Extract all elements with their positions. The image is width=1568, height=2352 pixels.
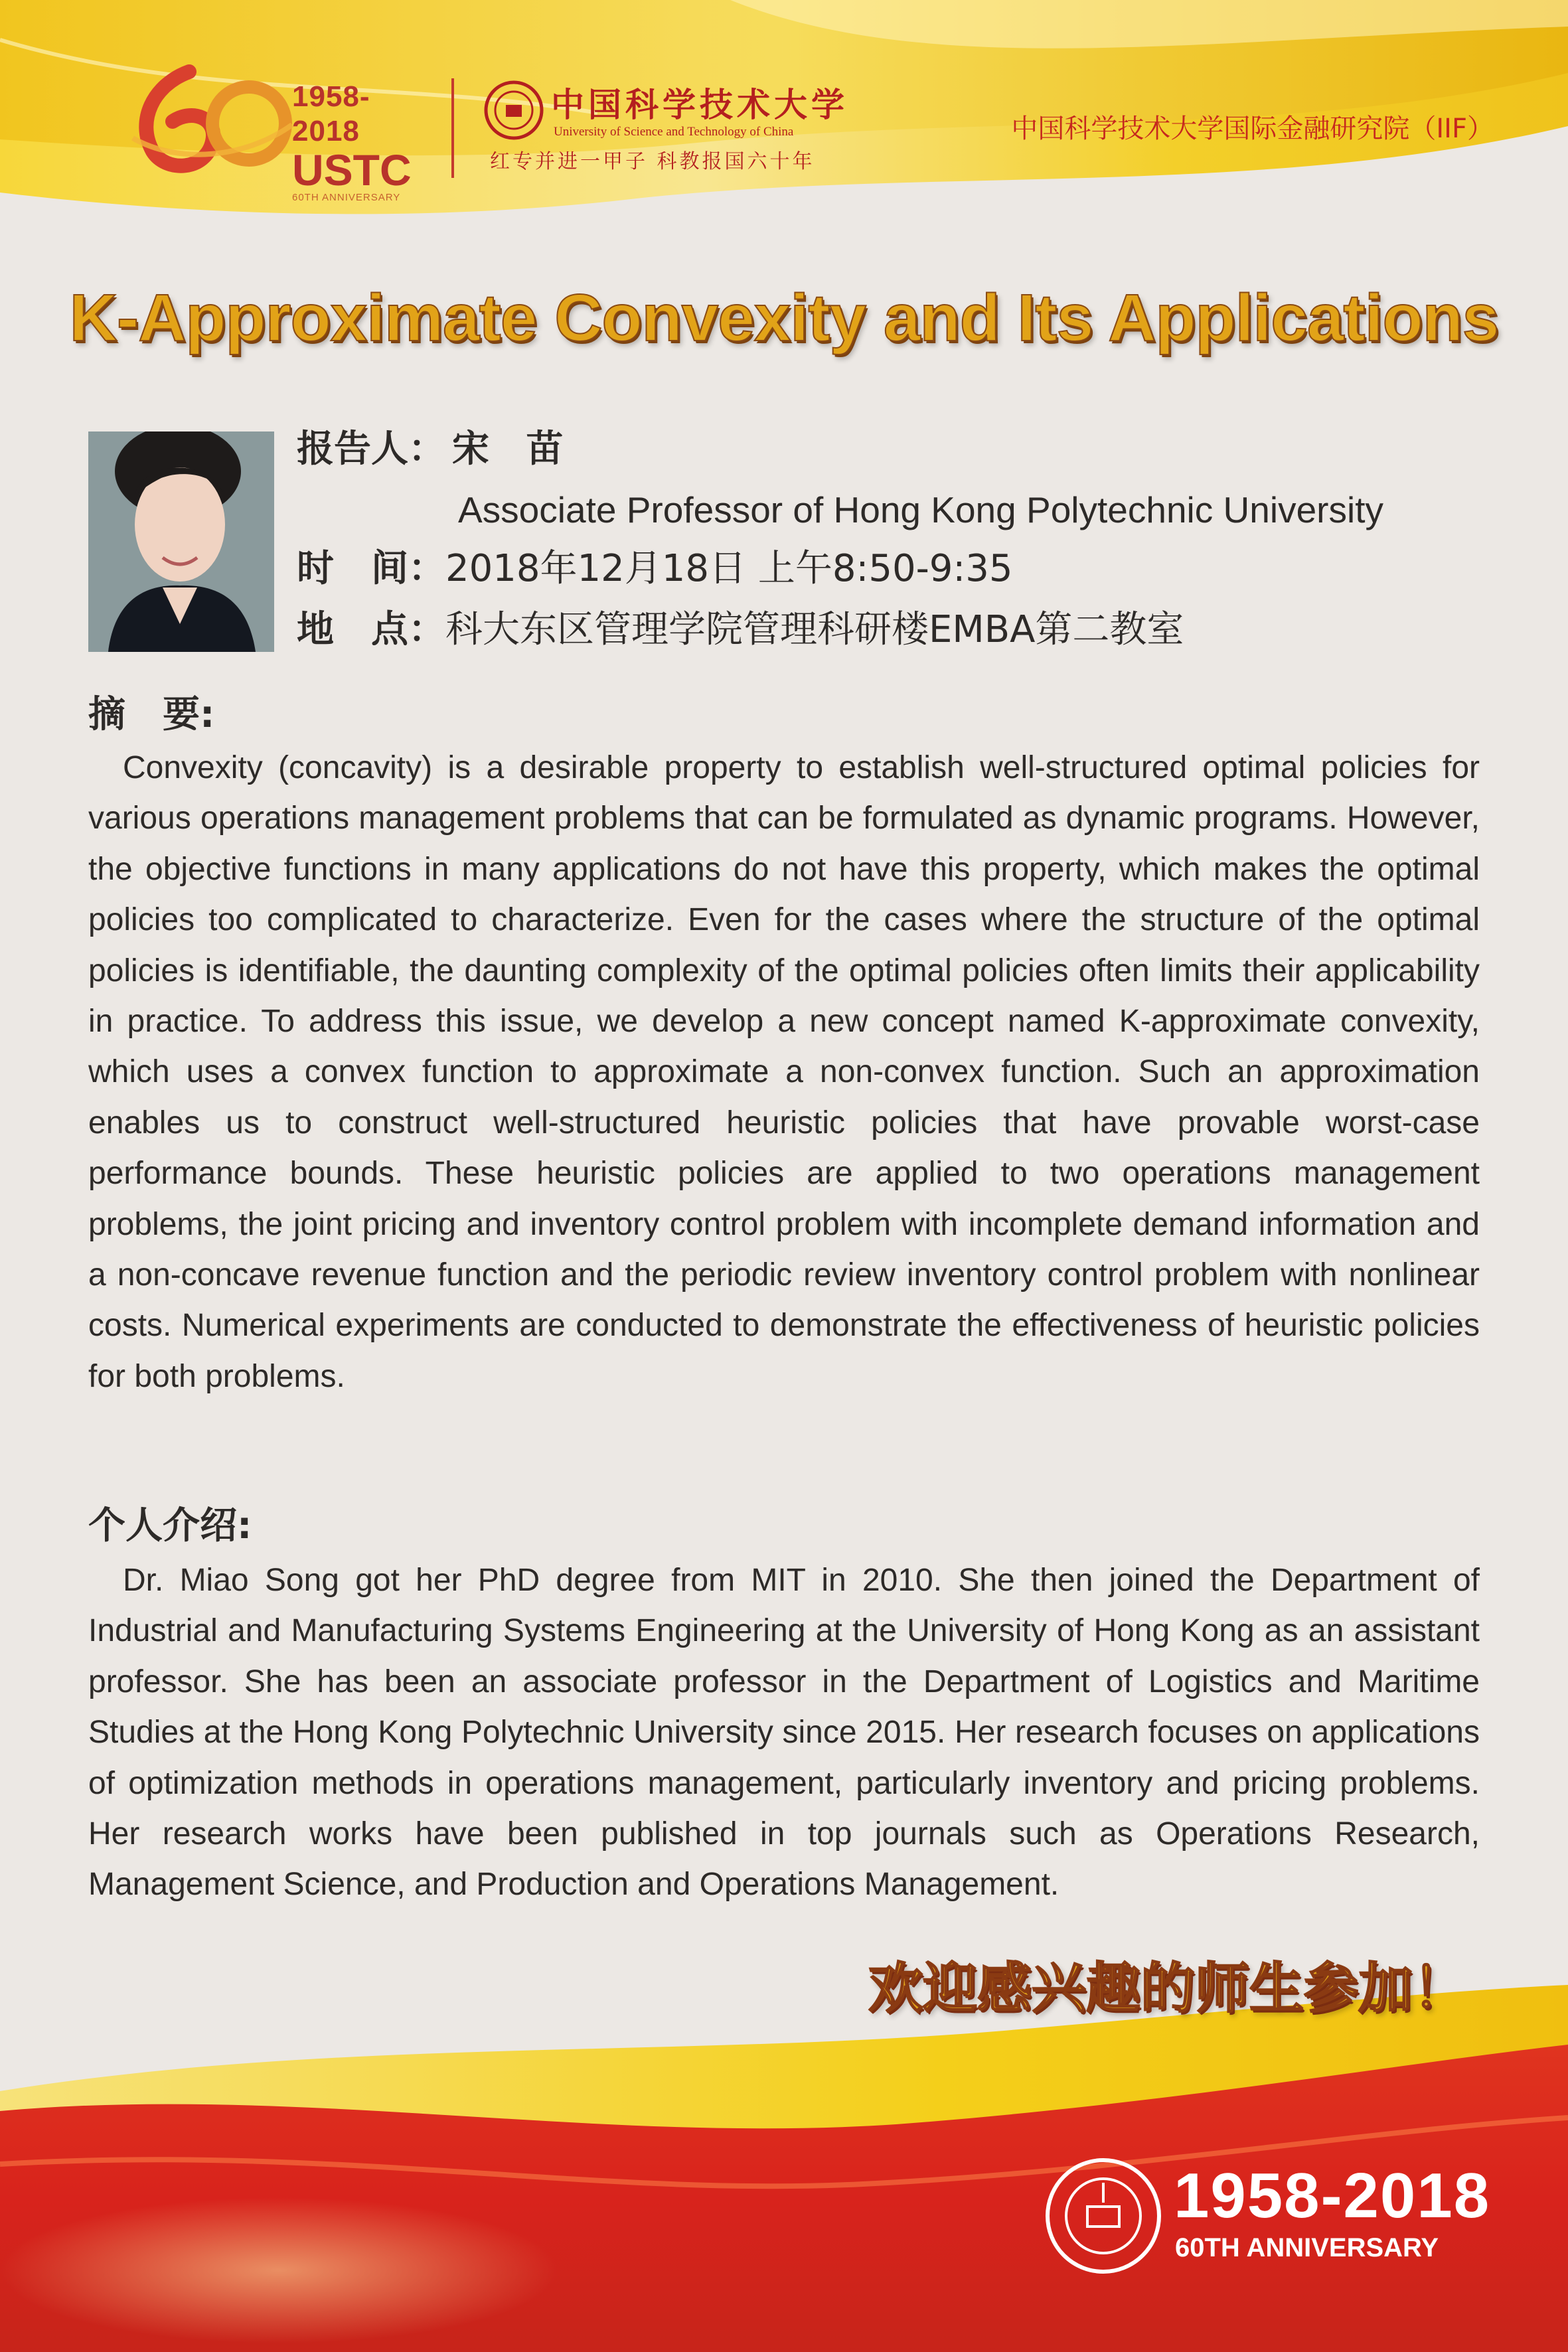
place-value: 科大东区管理学院管理科研楼EMBA第二教室	[445, 608, 1184, 651]
university-name-cn: 中国科学技术大学	[551, 85, 848, 124]
speaker-label: 报告人：	[297, 428, 445, 471]
place-label: 地 点：	[297, 608, 445, 651]
university-motto: 红专并进一甲子 科教报国六十年	[490, 150, 815, 173]
anniversary-subtitle: 60TH ANNIVERSARY	[292, 192, 401, 203]
place-row	[297, 607, 1184, 653]
talk-title: K-Approximate Convexity and Its Applications	[69, 281, 1499, 355]
footer-years: 1958-2018	[1174, 2160, 1491, 2231]
footer-anniversary: 60TH ANNIVERSARY	[1175, 2233, 1439, 2262]
time-label: 时 间：	[297, 547, 445, 590]
anniversary-block	[292, 80, 431, 204]
header	[0, 0, 1568, 203]
anniversary-name: USTC	[292, 145, 412, 195]
bio-heading: 个人介绍:	[88, 1504, 252, 1547]
bio-text: Dr. Miao Song got her PhD degree from MIT in 2010. She then joined the Department of Industrial and Manufacturing Systems Engineering at the University of Hong Kong as an assistant professor. She has been an associate professor in the Department of Logistics and Maritime Studies at the Hong Kong Polytechnic University since 2015. Her research focuses on applications of optimization methods in operations management, particularly inventory and pricing problems. Her research works have been published in top journals such as Operations Research, Management Science, and Production and Operations Management.	[88, 1563, 1480, 1903]
anniversary-years: 1958-2018	[292, 80, 370, 147]
university-seal-icon	[483, 80, 544, 141]
welcome-message: 欢迎感兴趣的师生参加！	[868, 1957, 1467, 2020]
speaker-name: 宋 苗	[452, 428, 576, 471]
speaker-photo	[88, 431, 274, 652]
time-row	[297, 546, 1013, 592]
speaker-position: Associate Professor of Hong Kong Polytechnic University	[458, 489, 1383, 530]
time-value: 2018年12月18日 上午8:50-9:35	[445, 547, 1013, 590]
institute-name: 中国科学技术大学国际金融研究院（IIF）	[1011, 114, 1494, 144]
abstract-heading: 摘 要:	[88, 693, 215, 736]
abstract-text: Convexity (concavity) is a desirable property to establish well-structured optimal policies for various operations management problems that can be formulated as dynamic programs. However, the objective functions in many applications do not have this property, which makes the optimal policies too complicated to characterize. Even for the cases where the structure of the optimal policies is identifiable, the daunting complexity of the optimal policies often limits their applicability in practice. To address this issue, we develop a new concept named K-approximate convexity, which uses a convex function to approximate a non-convex function. Such an approximation enables us to construct well-structured heuristic policies that have provable worst-case performance bounds. These heuristic policies are applied to two operations management problems, the joint pricing and inventory control problem with incomplete demand information and a non-concave revenue function and the periodic review inventory control problem with nonlinear costs. Numerical experiments are conducted to demonstrate the effectiveness of heuristic policies for both problems.	[88, 750, 1480, 1394]
sixty-anniversary-logo-icon	[126, 58, 295, 175]
university-name-en: University of Science and Technology of China	[554, 125, 794, 139]
header-divider	[451, 78, 454, 178]
speaker-row	[297, 426, 576, 473]
footer-seal-icon	[1044, 2156, 1163, 2276]
